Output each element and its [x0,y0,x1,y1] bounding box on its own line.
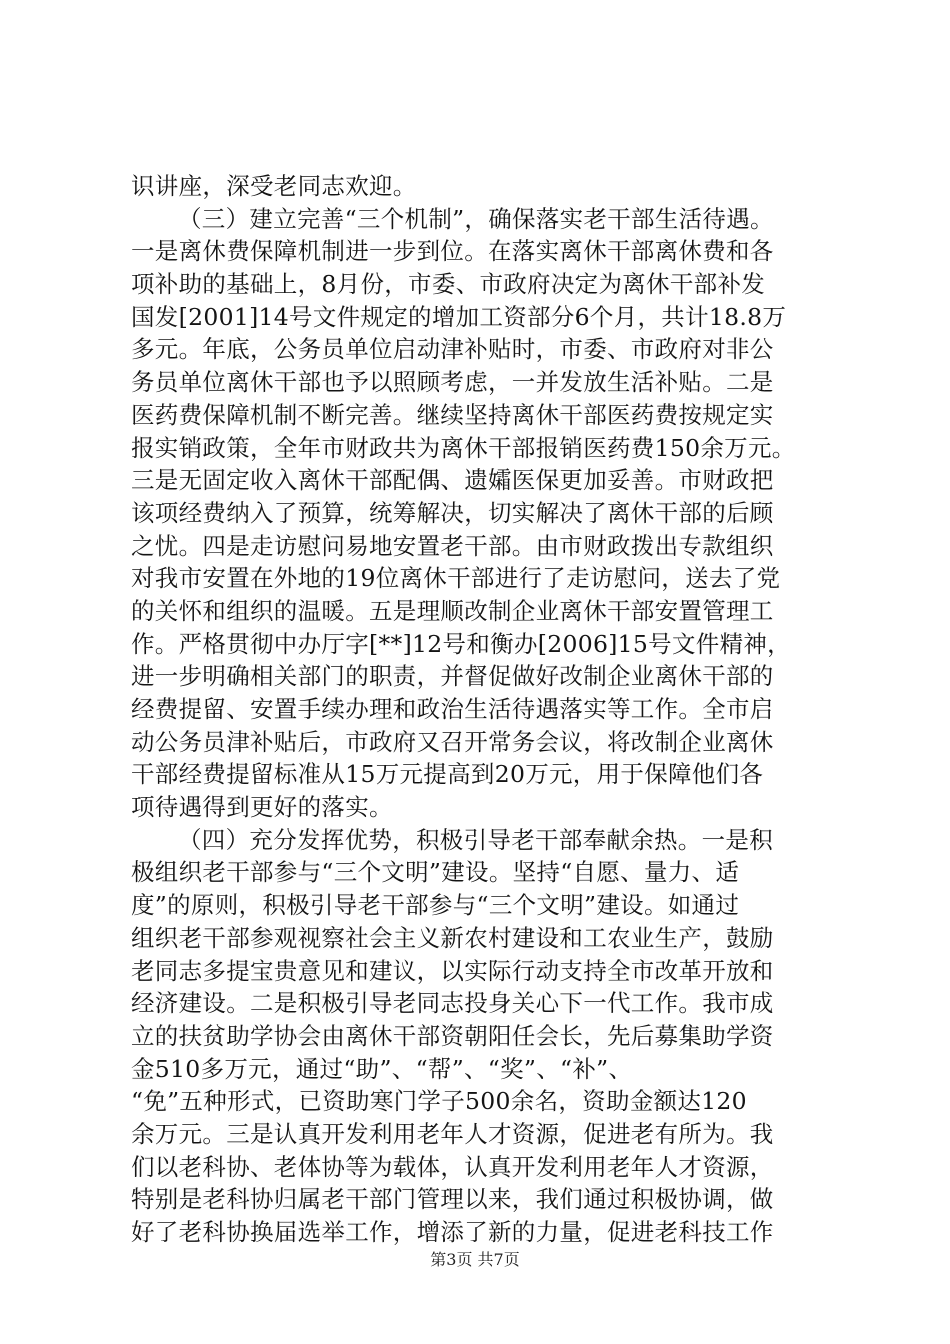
text-line: 项补助的基础上，8月份，市委、市政府决定为离休干部补发 [131,270,766,299]
text-line: 们以老科协、老体协等为载体，认真开发利用老年人才资源， [131,1152,774,1181]
text-line: 国发[2001]14号文件规定的增加工资部分6个月，共计18.8万 [131,302,787,331]
text-line: “免”五种形式，已资助寒门学子500余名，资助金额达120 [131,1087,747,1116]
text-line: 余万元。三是认真开发利用老年人才资源，促进老有所为。我 [131,1119,774,1148]
text-line: 经费提留、安置手续办理和政治生活待遇落实等工作。全市启 [131,695,774,723]
text-line: 好了老科协换届选举工作，增添了新的力量，促进老科技工作 [131,1218,774,1246]
text-line: 一是离休费保障机制进一步到位。在落实离休干部离休费和各 [131,237,774,266]
text-line: 三是无固定收入离休干部配偶、遗孀医保更加妥善。市财政把 [131,466,774,495]
text-line: 立的扶贫助学协会由离休干部资朝阳任会长，先后募集助学资 [131,1021,774,1050]
text-line: 进一步明确相关部门的职责，并督促做好改制企业离休干部的 [131,662,774,691]
text-line: 度”的原则，积极引导老干部参与“三个文明”建设。如通过 [131,891,740,920]
text-line: 老同志多提宝贵意见和建议，以实际行动支持全市改革开放和 [131,956,774,985]
text-line: 组织老干部参观视察社会主义新农村建设和工农业生产，鼓励 [131,923,774,952]
text-line: 动公务员津补贴后，市政府又召开常务会议，将改制企业离休 [131,727,774,756]
text-line: 务员单位离休干部也予以照顾考虑，一并发放生活补贴。二是 [131,368,774,397]
text-line: 极组织老干部参与“三个文明”建设。坚持“自愿、量力、适 [131,858,740,887]
text-line: 金510多万元，通过“助”、“帮”、“奖”、“补”、 [131,1054,633,1083]
text-line: 该项经费纳入了预算，统筹解决，切实解决了离休干部的后顾 [131,498,774,527]
document-body [131,170,831,1249]
text-line: 对我市安置在外地的19位离休干部进行了走访慰问，送去了党 [131,564,781,593]
text-line: 特别是老科协归属老干部门管理以来，我们通过积极协调，做 [131,1185,774,1214]
text-line: 作。严格贯彻中办厅字[**]12号和衡办[2006]15号文件精神， [131,629,791,658]
paragraph-heading-3: （三）建立完善“三个机制”，确保落实老干部生活待遇。 [178,204,774,233]
text-line: 识讲座，深受老同志欢迎。 [131,172,417,200]
text-line: 多元。年底，公务员单位启动津补贴时，市委、市政府对非公 [131,335,774,364]
page-number: 第3页 共7页 [430,1250,520,1269]
text-line: 报实销政策，全年市财政共为离休干部报销医药费150余万元。 [131,433,796,462]
paragraph-heading-4: （四）充分发挥优势，积极引导老干部奉献余热。一是积 [178,825,773,854]
text-line: 的关怀和组织的温暖。五是理顺改制企业离休干部安置管理工 [131,596,774,625]
text-line: 经济建设。二是积极引导老同志投身关心下一代工作。我市成 [131,989,774,1018]
text-line: 干部经费提留标准从15万元提高到20万元，用于保障他们各 [131,760,764,789]
text-line: 项待遇得到更好的落实。 [131,793,393,822]
text-line: 之忧。四是走访慰问易地安置老干部。由市财政拨出专款组织 [131,531,774,560]
text-line: 医药费保障机制不断完善。继续坚持离休干部医药费按规定实 [131,400,774,429]
